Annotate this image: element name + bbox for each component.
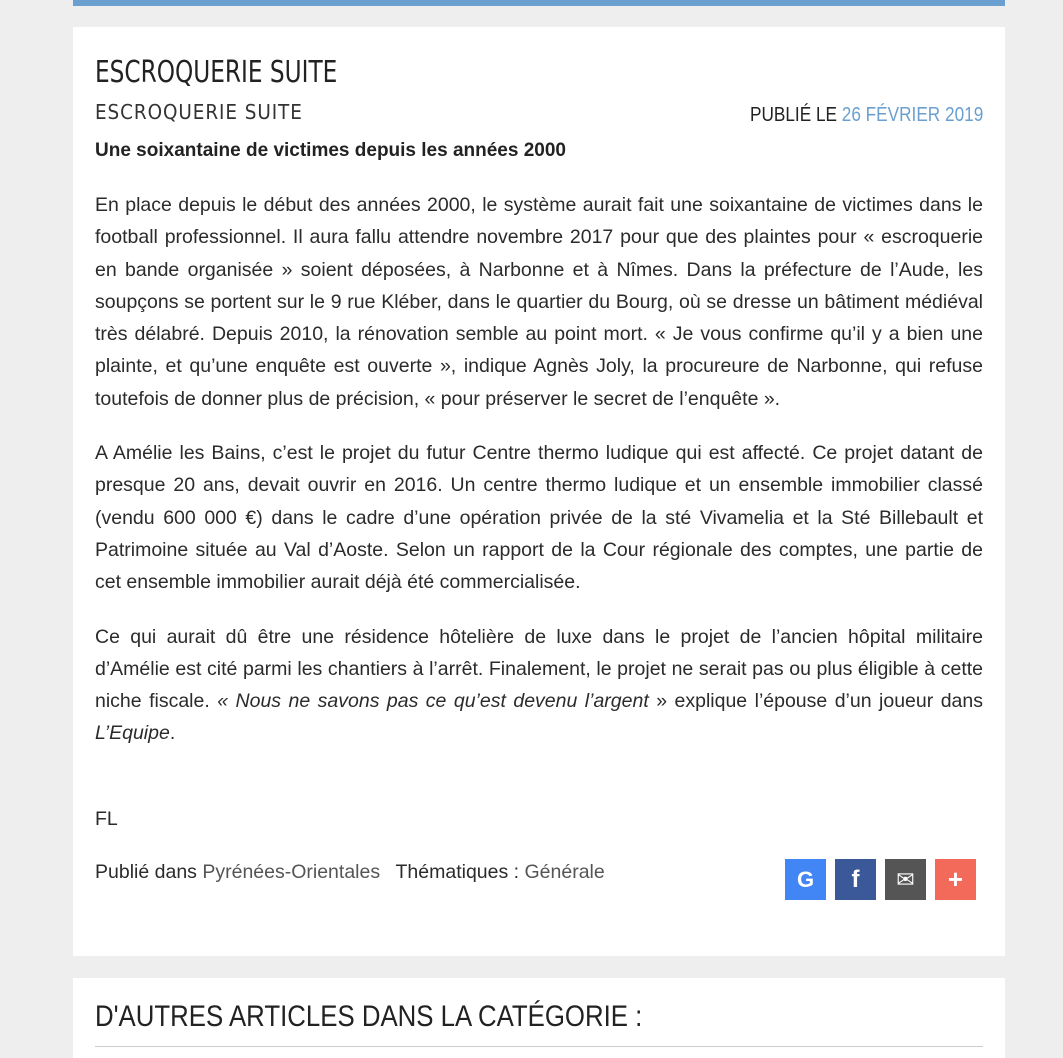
article-meta: [95, 861, 605, 884]
paragraph: En place depuis le début des années 2000, le système aurait fait une soixantaine de victimes dans le football professionnel. Il aura fallu attendre novembre 2017 pour que des plaintes pour « escroquerie en bande organisée » soient déposées, à Narbonne et à Nîmes. Dans la préfecture de l’Aude, les soupçons se portent sur le 9 rue Kléber, dans le quartier du Bourg, où se dresse un bâtiment médiéval très délabré. Depuis 2010, la rénovation semble au point mort. « Je vous confirme qu’il y a bien une plainte, et qu’une enquête est ouverte », indique Agnès Joly, la procureure de Narbonne, qui refuse toutefois de donner plus de précision, « pour préserver le secret de l’enquête ».: [95, 194, 983, 410]
article-body: [95, 189, 983, 772]
published-date-link[interactable]: 26 FÉVRIER 2019: [841, 104, 983, 126]
top-accent-bar: [73, 0, 1005, 6]
author-signature: FL: [95, 808, 118, 830]
published-in-label: Publié dans: [95, 861, 197, 883]
email-share-button[interactable]: [885, 859, 926, 900]
paragraph-text: » explique l’épouse d’un joueur dans: [648, 690, 983, 713]
paragraph: A Amélie les Bains, c’est le projet du futur Centre thermo ludique qui est affecté. Ce projet datant de presque 20 ans, devait ouvrir en 2016. Un centre thermo ludique et un ensemble immobilier classé (vendu 600 000 €) dans le cadre d’une opération privée de la sté Vivamelia et la Sté Billebault et Patrimoine située au Val d’Aoste. Selon un rapport de la Cour régionale des comptes, une partie de cet ensemble immobilier aurait déjà été commercialisée.: [95, 442, 983, 594]
published-label: PUBLIÉ LE: [749, 104, 837, 126]
plus-icon: +: [947, 864, 964, 894]
quote: « Nous ne savons pas ce qu’est devenu l’argent: [217, 690, 649, 713]
divider: [95, 1046, 983, 1047]
article-title: ESCROQUERIE SUITE: [95, 55, 338, 90]
facebook-icon: f: [851, 865, 860, 893]
article-lead: Une soixantaine de victimes depuis les années 2000: [95, 140, 566, 161]
theme-link[interactable]: Générale: [524, 861, 605, 883]
more-share-button[interactable]: [935, 859, 976, 900]
facebook-share-button[interactable]: [835, 859, 876, 900]
article-subtitle: ESCROQUERIE SUITE: [95, 100, 303, 124]
mail-icon: ✉: [896, 866, 915, 892]
paragraph: [95, 621, 983, 750]
google-icon: G: [796, 866, 815, 892]
paragraph-end: .: [169, 722, 176, 745]
themes-label: Thématiques :: [395, 861, 520, 883]
share-buttons: [785, 859, 976, 900]
publication-date: [750, 104, 983, 127]
google-share-button[interactable]: [785, 859, 826, 900]
article-card: [73, 27, 1005, 956]
paragraph-text: Ce qui aurait dû être une résidence hôtelière de luxe dans le projet de l’ancien hôpital militaire d’Amélie est cité parmi les chantiers à l’arrêt. Finalement, le projet ne serait pas ou plus éligible à cette niche fiscale.: [95, 625, 983, 713]
related-articles-title: D'AUTRES ARTICLES DANS LA CATÉGORIE :: [95, 1000, 643, 1033]
related-articles-card: [73, 978, 1005, 1058]
category-link[interactable]: Pyrénées-Orientales: [202, 861, 381, 883]
source-name: L’Equipe: [95, 722, 170, 745]
